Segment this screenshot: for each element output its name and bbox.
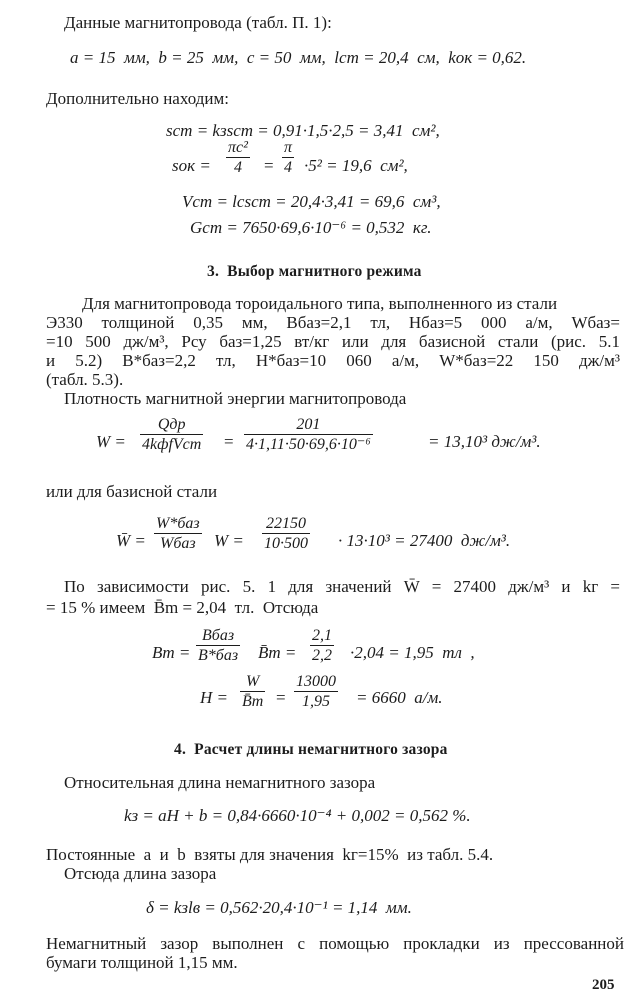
eq-w-equals: = xyxy=(224,432,234,451)
eq-wbar-frac2-num: 22150 xyxy=(266,515,306,532)
eq-wbar-frac1-den: Wбаз xyxy=(154,533,202,553)
eq-w-frac2-den: 4·1,11·50·69,6·10⁻⁶ xyxy=(246,436,371,453)
eq-bm-frac2-num: 2,1 xyxy=(312,627,332,644)
eq-h-frac1-num: W xyxy=(246,673,260,690)
equation-delta: δ = kзlв = 0,562·20,4·10⁻¹ = 1,14 мм. xyxy=(146,898,412,917)
relative-line: Относительная длина немагнитного зазора xyxy=(64,773,376,792)
eq-bm-frac1-den: B*баз xyxy=(198,647,239,664)
eq-bm-mid: B̄m = xyxy=(258,643,297,662)
eq-w-lhs: W = xyxy=(96,432,126,451)
eq-h-frac1 xyxy=(240,672,265,711)
eq-sok-frac1 xyxy=(226,138,250,177)
para3-line-3: =10 500 дж/м³, Pсу баз=1,25 вт/кг или для базисной стали (рис. 5.1 xyxy=(46,332,620,351)
equation-sst: sст = kзsст = 0,91·1,5·2,5 = 3,41 см², xyxy=(166,121,440,140)
para3-line-1: Для магнитопровода тороидального типа, выполненного из стали xyxy=(82,294,558,313)
eq-wbar-frac1 xyxy=(154,514,202,553)
eq-w-frac1 xyxy=(140,415,203,454)
eq-w-frac2 xyxy=(244,415,373,454)
eq-bm-frac2 xyxy=(310,626,334,665)
constants-line: Постоянные a и b взяты для значения kг=15% из табл. 5.4. xyxy=(46,845,494,864)
para3-line-2: Э330 толщиной 0,35 мм, Bбаз=2,1 тл, Hбаз=5 000 а/м, Wбаз= xyxy=(46,313,620,332)
eq-w-frac2-num: 201 xyxy=(296,416,321,433)
page-number: 205 xyxy=(592,977,615,993)
final-line-2: бумаги толщиной 1,15 мм. xyxy=(46,953,238,972)
para3-line-5: (табл. 5.3). xyxy=(46,370,124,389)
eq-w-frac1-den: 4kфfVст xyxy=(142,436,202,453)
equation-gst: Gст = 7650·69,6·10⁻⁶ = 0,532 кг. xyxy=(190,218,432,237)
dependency-line-1: По зависимости рис. 5. 1 для значений W̄ = 27400 дж/м³ и kг = xyxy=(64,577,620,596)
eq-wbar-frac2-den: 10·500 xyxy=(264,535,308,552)
eq-sok-frac1-den: 4 xyxy=(226,157,250,177)
eq-bm-frac2-den: 2,2 xyxy=(312,647,332,664)
eq-sok-rhs: ·5² = 19,6 см², xyxy=(304,156,408,175)
para3-line-4: и 5.2) B*баз=2,2 тл, H*баз=10 060 а/м, W*баз=22 150 дж/м³ xyxy=(46,351,620,370)
equation-vst: Vст = lсsст = 20,4·3,41 = 69,6 см³, xyxy=(182,192,441,211)
eq-sok-frac2 xyxy=(282,138,294,177)
dependency-line-2: = 15 % имеем B̄m = 2,04 тл. Отсюда xyxy=(46,598,319,617)
density-line: Плотность магнитной энергии магнитопровода xyxy=(64,389,407,408)
eq-w-frac1-num: Qдр xyxy=(157,416,186,433)
intro-line: Данные магнитопровода (табл. П. 1): xyxy=(64,13,332,32)
eq-h-frac1-den: B̄m xyxy=(242,693,264,710)
eq-wbar-lhs: W̄ = xyxy=(116,531,146,550)
eq-wbar-frac1-num: W*баз xyxy=(156,515,200,532)
eq-h-rhs: = 6660 а/м. xyxy=(356,688,443,707)
or-basis-line: или для базисной стали xyxy=(46,482,218,501)
eq-sok-frac2-num: π xyxy=(284,139,293,156)
final-line-1: Немагнитный зазор выполнен с помощью прокладки из прессованной xyxy=(46,934,624,953)
eq-h-lhs: H = xyxy=(200,688,228,707)
eq-wbar-mid: W = xyxy=(214,531,244,550)
eq-wbar-frac2 xyxy=(262,514,310,553)
params-line: a = 15 мм, b = 25 мм, c = 50 мм, lст = 20,4 см, kок = 0,62. xyxy=(70,48,527,67)
eq-w-rhs: = 13,10³ дж/м³. xyxy=(428,432,541,451)
eq-bm-frac1-num: Bбаз xyxy=(202,627,235,644)
additional-line: Дополнительно находим: xyxy=(46,89,229,108)
eq-h-equals: = xyxy=(276,688,286,707)
eq-h-frac2-num: 13000 xyxy=(296,673,336,690)
eq-bm-lhs: Bm = xyxy=(152,643,191,662)
eq-sok-equals: = xyxy=(264,156,274,175)
equation-kz: kз = aH + b = 0,84·6660·10⁻⁴ + 0,002 = 0,562 %. xyxy=(124,806,471,825)
eq-wbar-rhs: · 13·10³ = 27400 дж/м³. xyxy=(338,531,511,550)
eq-bm-frac1 xyxy=(196,626,240,665)
hence-line: Отсюда длина зазора xyxy=(64,864,217,883)
eq-sok-frac2-den: 4 xyxy=(282,157,294,177)
section-4-title: 4. Расчет длины немагнитного зазора xyxy=(174,741,448,758)
eq-bm-rhs: ·2,04 = 1,95 тл , xyxy=(350,643,475,662)
eq-h-frac2 xyxy=(294,672,338,711)
section-3-title: 3. Выбор магнитного режима xyxy=(207,263,422,280)
eq-sok-lhs: sок = xyxy=(172,156,211,175)
eq-sok-frac1-num: πc² xyxy=(228,139,248,156)
eq-h-frac2-den: 1,95 xyxy=(294,691,338,711)
